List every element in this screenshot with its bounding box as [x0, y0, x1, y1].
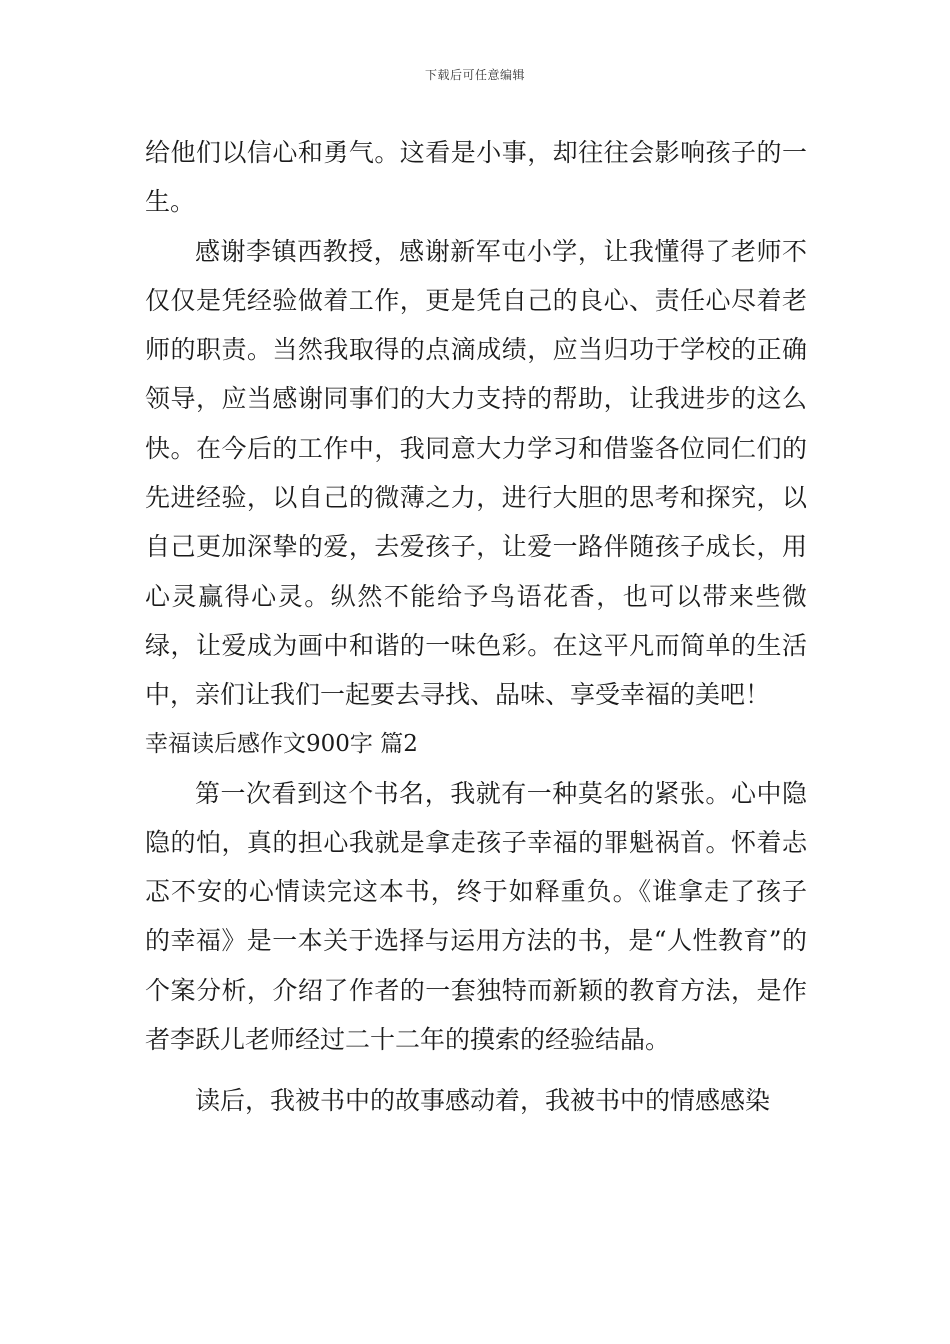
document-body	[145, 128, 807, 1126]
paragraph-continuation: 给他们以信心和勇气。这看是小事，却往往会影响孩子的一生。	[145, 138, 807, 217]
section-title: 幸福读后感作文900字 篇2	[145, 730, 418, 757]
paragraph-first-impression: 第一次看到这个书名，我就有一种莫名的紧张。心中隐隐的怕，真的担心我就是拿走孩子幸福的罪魁祸首。怀着忐忑不安的心情读完这本书，终于如释重负。《谁拿走了孩子的幸福》是一本关于选择与运用方法的书，是“人性教育”的个案分析，介绍了作者的一套独特而新颖的教育方法，是作者李跃儿老师经过二十二年的摸索的经验结晶。	[145, 778, 807, 1055]
paragraph-thanks: 感谢李镇西教授，感谢新军屯小学，让我懂得了老师不仅仅是凭经验做着工作，更是凭自己的良心、责任心尽着老师的职责。当然我取得的点滴成绩，应当归功于学校的正确领导，应当感谢同事们的大力支持的帮助，让我进步的这么快。在今后的工作中，我同意大力学习和借鉴各位同仁们的先进经验，以自己的微薄之力，进行大胆的思考和探究，以自己更加深挚的爱，去爱孩子，让爱一路伴随孩子成长，用心灵赢得心灵。纵然不能给予鸟语花香，也可以带来些微绿，让爱成为画中和谐的一味色彩。在这平凡而简单的生活中，亲们让我们一起要去寻找、品味、享受幸福的美吧！	[145, 236, 807, 710]
page-header-note: 下载后可任意编辑	[424, 68, 525, 82]
paragraph-after-reading: 读后，我被书中的故事感动着，我被书中的情感感染	[195, 1086, 771, 1116]
